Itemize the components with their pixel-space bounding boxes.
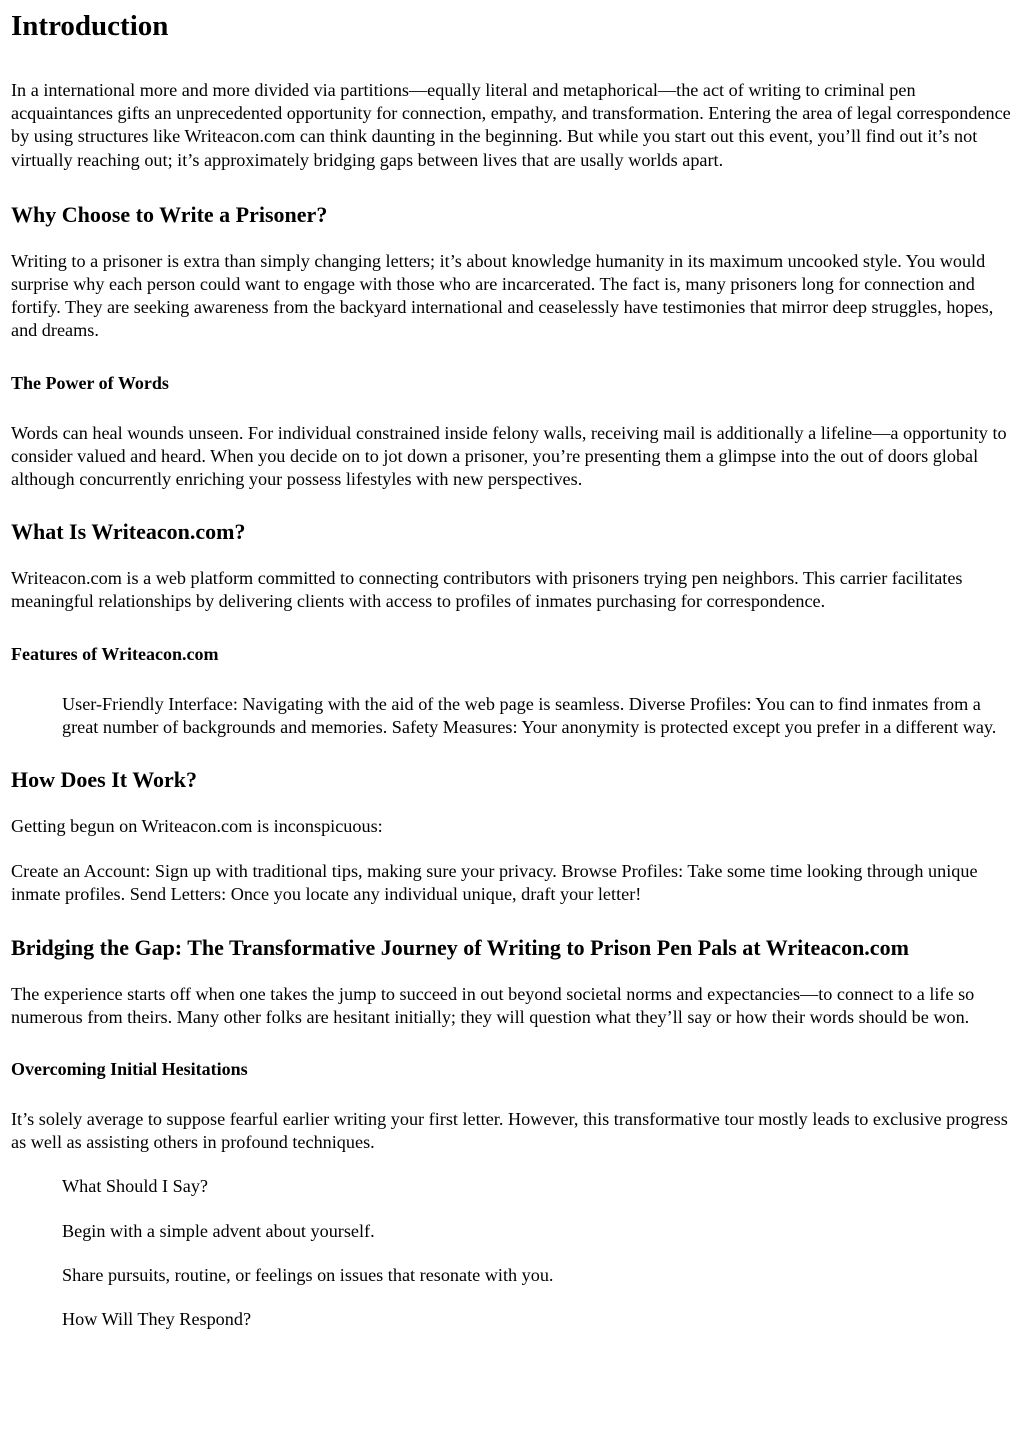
paragraph-getting-started: Getting begun on Writeacon.com is inconspicuous: (11, 816, 383, 837)
article (0, 9, 1024, 1331)
paragraph-what-is-writeacon: Writeacon.com is a web platform committed to connecting contributors with prisoners trying pen neighbors. This carrier facilitates meaningful relationships by delivering clients with access to profiles of inmates purchasing for correspondence. (11, 568, 963, 612)
paragraph-introduction: In a international more and more divided via partitions—equally literal and metaphorical—the act of writing to criminal pen acquaintances gifts an unprecedented opportunity for connection, empathy, and transformation. Entering the area of legal correspondence by using structures like Writeacon.com can think daunting in the beginning. But while you start out this event, you’ll find out it’s not virtually reaching out; it’s approximately bridging gaps between lives that are usally worlds apart. (11, 80, 1011, 170)
quote-begin-with-intro: Begin with a simple advent about yourself. (62, 1220, 375, 1241)
paragraph-why-write: Writing to a prisoner is extra than simply changing letters; it’s about knowledge humanity in its maximum uncooked style. You would surprise why each person could want to engage with those who are incarcerated. The fact is, many prisoners long for connection and fortify. They are seeking awareness from the backyard international and ceaselessly have testimonies that mirror deep struggles, hopes, and dreams. (11, 250, 994, 341)
heading-overcoming-hesitations: Overcoming Initial Hesitations (11, 1059, 248, 1080)
heading-what-is-writeacon: What Is Writeacon.com? (11, 519, 246, 545)
quote-what-should-i-say: What Should I Say? (62, 1176, 208, 1197)
heading-features: Features of Writeacon.com (11, 643, 219, 664)
paragraph-overcoming-hesitations: It’s solely average to suppose fearful earlier writing your first letter. However, this transformative tour mostly leads to exclusive progress as well as assisting others in profound techniques. (11, 1109, 1008, 1153)
quote-share-pursuits: Share pursuits, routine, or feelings on issues that resonate with you. (62, 1264, 554, 1285)
quote-features: User-Friendly Interface: Navigating with the aid of the web page is seamless. Diverse Profiles: You can to find inmates from a great number of backgrounds and memories. Safety Measures: Your anonymity is protected except you prefer in a different way. (62, 693, 997, 737)
heading-power-of-words: The Power of Words (11, 372, 169, 393)
heading-introduction: Introduction (11, 10, 169, 42)
heading-bridging-the-gap: Bridging the Gap: The Transformative Journey of Writing to Prison Pen Pals at Writeacon.com (11, 934, 909, 960)
paragraph-steps: Create an Account: Sign up with traditional tips, making sure your privacy. Browse Profiles: Take some time looking through unique inmate profiles. Send Letters: Once you locate any individual unique, draft your letter! (11, 861, 978, 905)
heading-why-write: Why Choose to Write a Prisoner? (11, 201, 328, 227)
heading-how-it-works: How Does It Work? (11, 767, 197, 793)
quote-how-will-they-respond: How Will They Respond? (62, 1309, 252, 1330)
paragraph-bridging-the-gap: The experience starts off when one takes the jump to succeed in out beyond societal norms and expectancies—to connect to a life so numerous from theirs. Many other folks are hesitant initially; they will question what they’ll say or how their words should be won. (11, 983, 975, 1027)
paragraph-power-of-words: Words can heal wounds unseen. For individual constrained inside felony walls, receiving mail is additionally a lifeline—a opportunity to consider valued and heard. When you decide on to jot down a prisoner, you’re presenting them a glimpse into the out of doors global although concurrently enriching your possess lifestyles with new perspectives. (11, 422, 1007, 490)
